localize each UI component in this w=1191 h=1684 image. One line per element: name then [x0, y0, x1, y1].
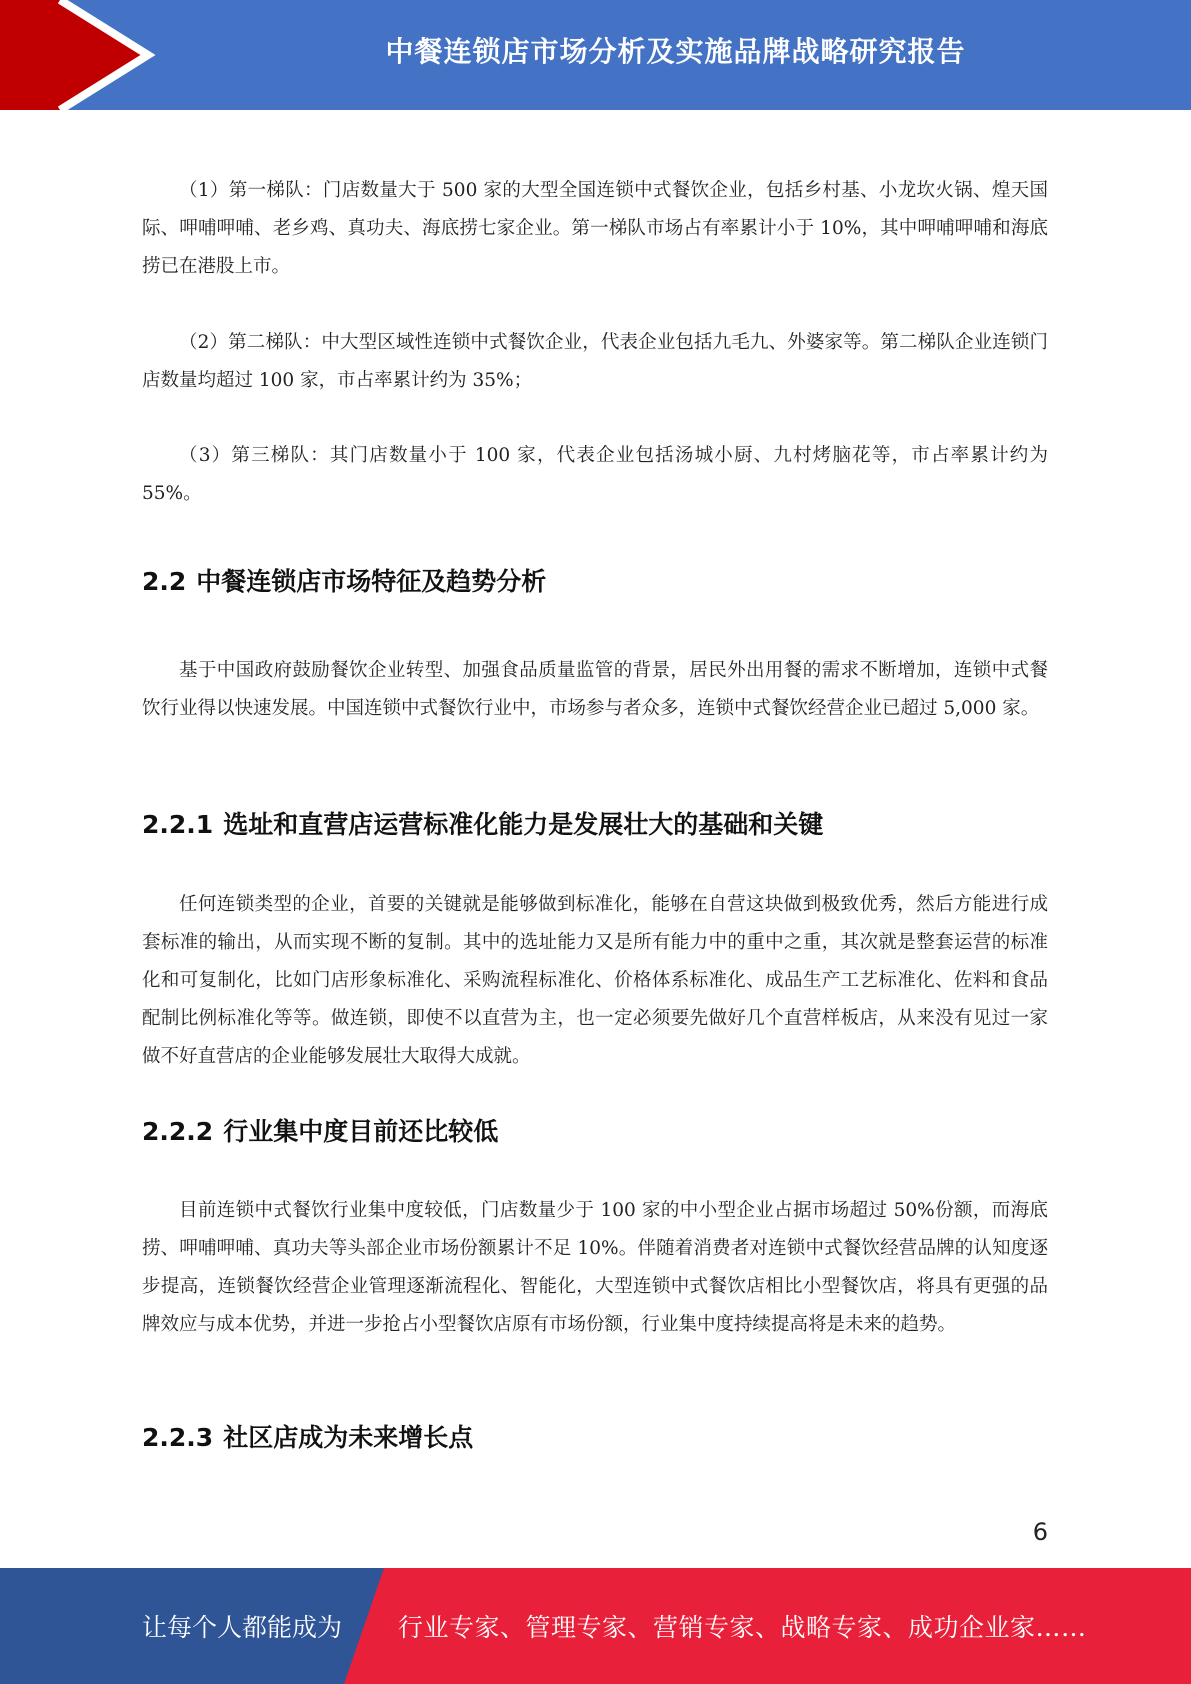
page-header	[0, 0, 1191, 110]
paragraph-concentration: 目前连锁中式餐饮行业集中度较低，门店数量少于 100 家的中小型企业占据市场超过 50%份额，而海底捞、呷哺呷哺、真功夫等头部企业市场份额累计不足 10%。伴随着消费者对连锁中式餐饮经营品牌的认知度逐步提高，连锁餐饮经营企业管理逐渐流程化、智能化，大型连锁中式餐饮店相比小型餐饮店，将具有更强的品牌效应与成本优势，并进一步抢占小型餐饮店原有市场份额，行业集中度持续提高将是未来的趋势。	[142, 1200, 1048, 1335]
section-number: 2.2.3	[142, 1423, 214, 1452]
section-title: 行业集中度目前还比较低	[223, 1117, 499, 1146]
paragraph-tier-3: （3）第三梯队：其门店数量小于 100 家，代表企业包括汤城小厨、九村烤脑花等，市占率累计约为 55%。	[142, 445, 1048, 504]
section-number: 2.2.1	[142, 810, 214, 839]
section-title: 选址和直营店运营标准化能力是发展壮大的基础和关键	[223, 810, 824, 839]
section-title: 中餐连锁店市场特征及趋势分析	[196, 567, 547, 596]
header-title: 中餐连锁店市场分析及实施品牌战略研究报告	[385, 35, 966, 68]
section-heading-2-2-3	[142, 1418, 473, 1454]
section-heading-2-2-2	[142, 1112, 498, 1148]
paragraph-tier-1: （1）第一梯队：门店数量大于 500 家的大型全国连锁中式餐饮企业，包括乡村基、小龙坎火锅、煌天国际、呷哺呷哺、老乡鸡、真功夫、海底捞七家企业。第一梯队市场占有率累计小于 10%，其中呷哺呷哺和海底捞已在港股上市。	[142, 180, 1048, 277]
page-number: 6	[1032, 1518, 1048, 1546]
paragraph-tier-2: （2）第二梯队：中大型区域性连锁中式餐饮企业，代表企业包括九毛九、外婆家等。第二梯队企业连锁门店数量均超过 100 家，市占率累计约为 35%；	[142, 332, 1048, 391]
section-heading-2-2	[142, 562, 546, 598]
paragraph-market-background: 基于中国政府鼓励餐饮企业转型、加强食品质量监管的背景，居民外出用餐的需求不断增加，连锁中式餐饮行业得以快速发展。中国连锁中式餐饮行业中，市场参与者众多，连锁中式餐饮经营企业已超过 5,000 家。	[142, 660, 1048, 719]
footer-slogan-right: 行业专家、管理专家、营销专家、战略专家、成功企业家……	[398, 1613, 1087, 1642]
section-title: 社区店成为未来增长点	[223, 1423, 474, 1452]
page-footer	[0, 1568, 1191, 1684]
footer-slogan-left: 让每个人都能成为	[142, 1613, 343, 1642]
paragraph-standardization: 任何连锁类型的企业，首要的关键就是能够做到标准化，能够在自营这块做到极致优秀，然后方能进行成套标准的输出，从而实现不断的复制。其中的选址能力又是所有能力中的重中之重，其次就是整套运营的标准化和可复制化，比如门店形象标准化、采购流程标准化、价格体系标准化、成品生产工艺标准化、佐料和食品配制比例标准化等等。做连锁，即使不以直营为主，也一定必须要先做好几个直营样板店，从来没有见过一家做不好直营店的企业能够发展壮大取得大成就。	[142, 894, 1048, 1067]
section-number: 2.2.2	[142, 1117, 214, 1146]
section-heading-2-2-1	[142, 805, 823, 841]
section-number: 2.2	[142, 567, 187, 596]
